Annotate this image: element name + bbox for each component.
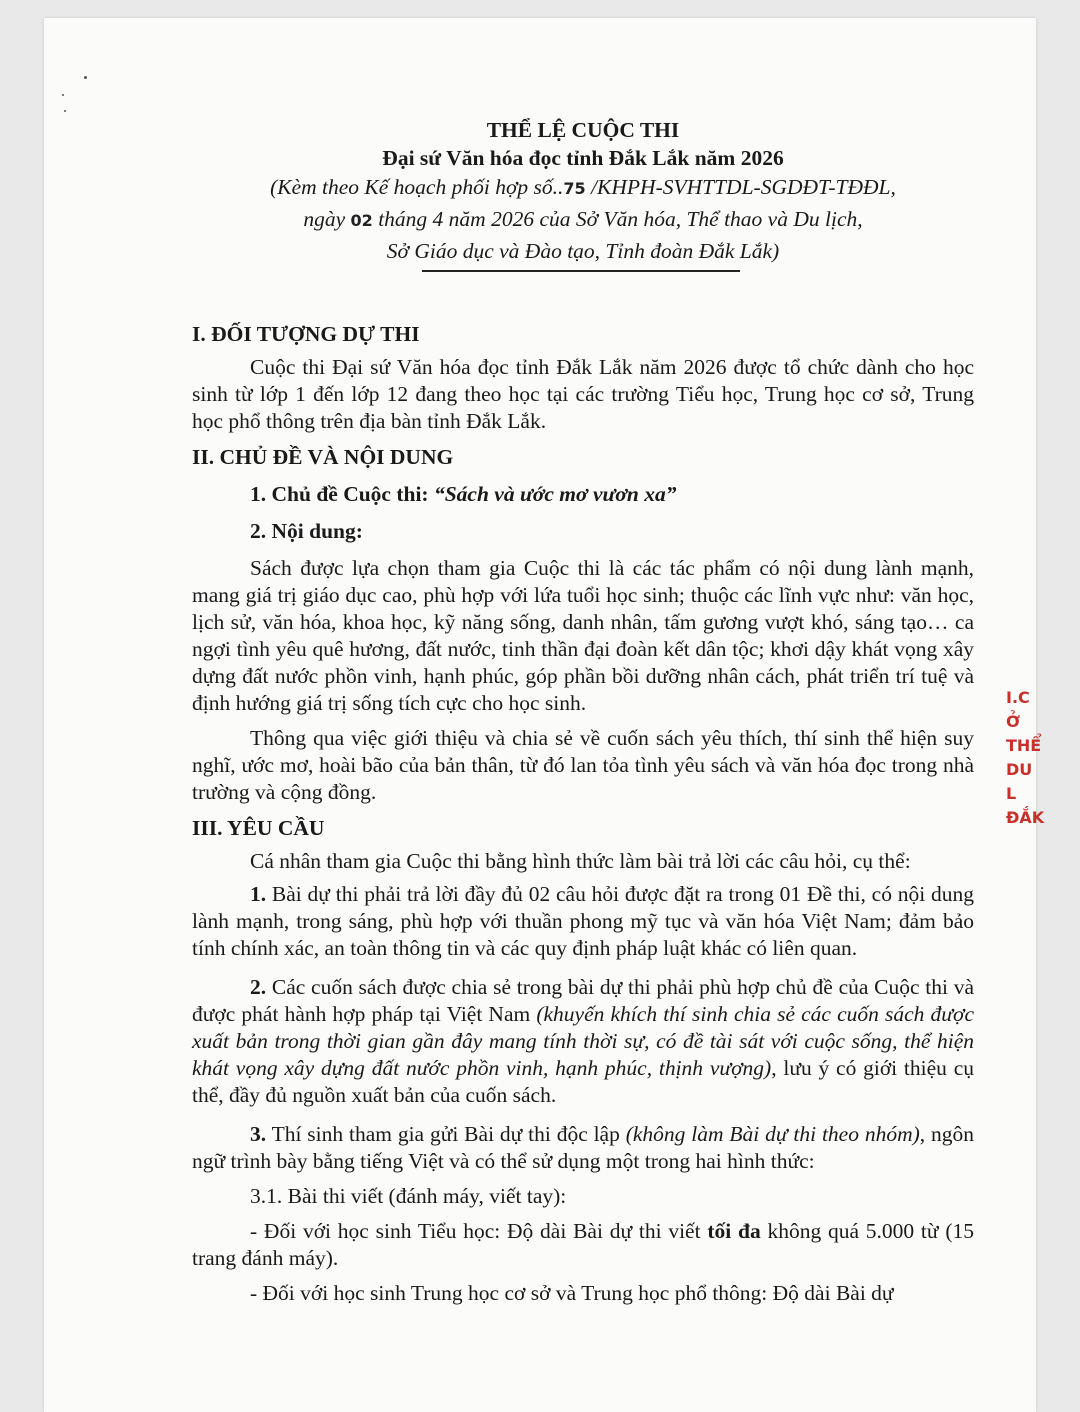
- item-2-number: 2.: [250, 974, 267, 999]
- item-2-tail: , lưu ý có giới thiệu cụ thể, đầy đủ nguồn xuất bản của cuốn sách.: [192, 1055, 974, 1107]
- attachment-line-1: [192, 172, 974, 204]
- primary-post: không quá 5.000 từ (15 trang đánh máy).: [192, 1218, 974, 1270]
- document-content: [192, 116, 974, 1307]
- stamp-text-2: Ở: [1006, 712, 1020, 731]
- section-1-heading: I. ĐỐI TƯỢNG DỰ THI: [192, 321, 420, 346]
- item-3-text: Thí sinh tham gia gửi Bài dự thi độc lập: [266, 1121, 626, 1146]
- attachment-line-2-pre: ngày: [303, 207, 351, 231]
- item-3-tail: , ngôn ngữ trình bày bằng tiếng Việt và có thể sử dụng một trong hai hình thức:: [192, 1121, 975, 1173]
- stamp-text-3: THỂ: [1006, 736, 1042, 755]
- document-title: THỂ LỆ CUỘC THI: [486, 118, 680, 142]
- item-2-italic: (khuyến khích thí sinh chia sẻ các cuốn sách được xuất bản trong thời gian gần đây mang tính thời sự, có đề tài sát với cuộc sống, thể hiện khát vọng xây dựng đất nước phồn vinh, hạnh phúc, thịnh vượng): [192, 1001, 975, 1080]
- attachment-line-2-post: tháng 4 năm 2026 của Sở Văn hóa, Thể thao và Du lịch,: [372, 207, 863, 231]
- handwritten-day: 02: [350, 211, 373, 230]
- handwritten-number: 75: [563, 179, 586, 198]
- section-3-3-1-primary: [192, 1218, 974, 1272]
- section-2-2-paragraph-2: Thông qua việc giới thiệu và chia sẻ về cuốn sách yêu thích, thí sinh thể hiện suy nghĩ, ước mơ, hoài bão của bản thân, từ đó lan tỏa tình yêu sách và văn hóa đọc trong nhà trường và cộng đồng.: [192, 725, 974, 804]
- attachment-line-2: [192, 204, 974, 236]
- document-header: [192, 116, 974, 272]
- theme-title: “Sách và ước mơ vươn xa”: [433, 481, 677, 506]
- section-2-1-theme: [192, 481, 974, 508]
- primary-bold: tối đa: [707, 1218, 761, 1243]
- section-2-heading: II. CHỦ ĐỀ VÀ NỘI DUNG: [192, 444, 454, 469]
- section-3-item-2: [192, 974, 974, 1109]
- scan-speck: [62, 94, 64, 96]
- stamp-text-4: DU L: [1006, 760, 1033, 803]
- document-page: [44, 18, 1045, 1412]
- attachment-line-1-pre: (Kèm theo Kế hoạch phối hợp số..: [270, 175, 564, 199]
- theme-label: 1. Chủ đề Cuộc thi:: [250, 481, 434, 506]
- section-2-2-label: 2. Nội dung:: [250, 518, 363, 543]
- section-3-item-3: [192, 1121, 974, 1175]
- scan-speck: [84, 76, 87, 79]
- attachment-line-3: Sở Giáo dục và Đào tạo, Tỉnh đoàn Đắk Lắk): [386, 239, 780, 263]
- stamp-text-5: ĐẮK: [1006, 808, 1045, 827]
- item-3-italic: (không làm Bài dự thi theo nhóm): [625, 1121, 920, 1146]
- item-1-text: Bài dự thi phải trả lời đầy đủ 02 câu hỏi được đặt ra trong 01 Đề thi, có nội dung lành mạnh, trong sáng, phù hợp với thuần phong mỹ tục và văn hóa Việt Nam; đảm bảo tính chính xác, an toàn thông tin và các quy định pháp luật khác có liên quan.: [192, 881, 974, 960]
- item-1-number: 1.: [250, 881, 267, 906]
- section-3-3-1-secondary: - Đối với học sinh Trung học cơ sở và Trung học phổ thông: Độ dài Bài dự: [250, 1280, 894, 1305]
- red-stamp-fragment: [1002, 686, 1045, 830]
- attachment-line-1-post: /KHPH-SVHTTDL-SGDĐT-TĐĐL,: [585, 175, 896, 199]
- section-3-3-1-heading: 3.1. Bài thi viết (đánh máy, viết tay):: [250, 1183, 567, 1208]
- stamp-text-1: I.C: [1006, 688, 1030, 707]
- document-subtitle: Đại sứ Văn hóa đọc tỉnh Đắk Lắk năm 2026: [382, 146, 784, 170]
- section-3-intro: Cá nhân tham gia Cuộc thi bằng hình thức làm bài trả lời các câu hỏi, cụ thể:: [250, 848, 911, 873]
- section-2-2-paragraph-1: Sách được lựa chọn tham gia Cuộc thi là các tác phẩm có nội dung lành mạnh, mang giá trị giáo dục cao, phù hợp với lứa tuổi học sinh; thuộc các lĩnh vực như: văn học, lịch sử, văn hóa, khoa học, kỹ năng sống, danh nhân, tấm gương vượt khó, sáng tạo… ca ngợi tình yêu quê hương, đất nước, tinh thần đại đoàn kết dân tộc; khơi dậy khát vọng xây dựng đất nước phồn vinh, hạnh phúc, góp phần bồi dưỡng nhân cách, phát triển trí tuệ và định hướng giá trị sống tích cực cho học sinh.: [192, 555, 974, 715]
- item-2-text: Các cuốn sách được chia sẻ trong bài dự thi phải phù hợp chủ đề của Cuộc thi và được phát hành hợp pháp tại Việt Nam: [192, 974, 974, 1026]
- item-3-number: 3.: [250, 1121, 267, 1146]
- header-divider: [422, 270, 740, 272]
- section-1-paragraph: Cuộc thi Đại sứ Văn hóa đọc tỉnh Đắk Lắk năm 2026 được tổ chức dành cho học sinh từ lớp 1 đến lớp 12 đang theo học tại các trường Tiểu học, Trung học cơ sở, Trung học phổ thông trên địa bàn tỉnh Đắk Lắk.: [192, 354, 974, 433]
- section-3-heading: III. YÊU CẦU: [192, 815, 325, 840]
- primary-pre: - Đối với học sinh Tiểu học: Độ dài Bài dự thi viết: [250, 1218, 708, 1243]
- section-3-item-1: [192, 881, 974, 962]
- scan-speck: [64, 110, 66, 112]
